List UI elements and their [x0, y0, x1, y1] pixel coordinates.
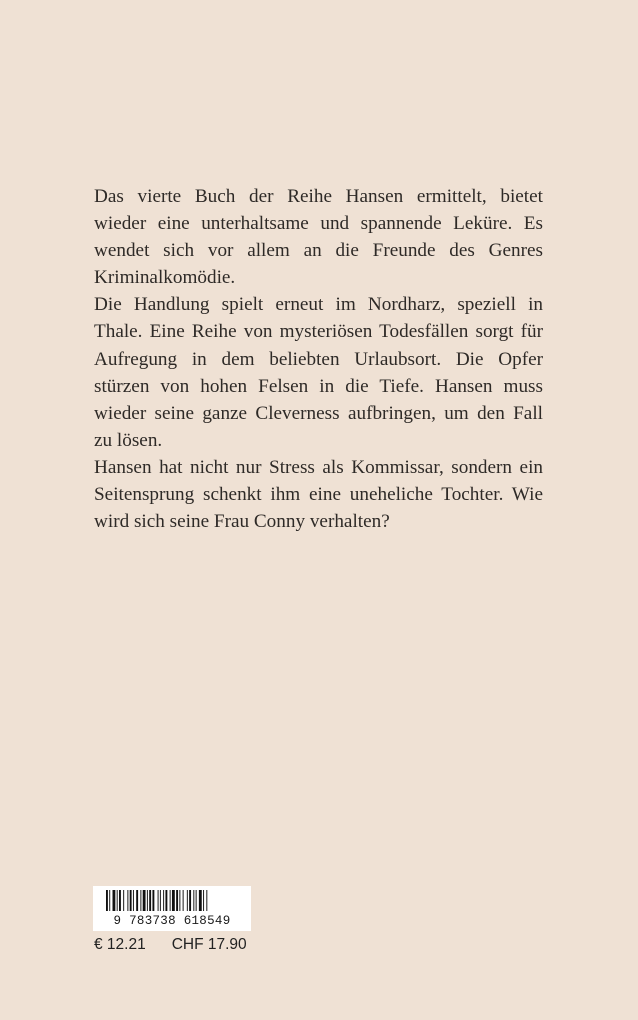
barcode-bars: [93, 886, 251, 913]
barcode-bar: [179, 890, 180, 911]
price-block: [94, 936, 247, 954]
isbn-number: 9 783738 618549: [113, 914, 231, 928]
barcode-bar: [203, 890, 204, 911]
barcode-bar: [149, 890, 151, 911]
barcode-bar: [152, 890, 154, 911]
barcode-bar: [183, 890, 184, 911]
barcode-bar: [140, 890, 141, 911]
barcode-bar: [172, 890, 175, 911]
barcode-bar: [130, 890, 132, 911]
barcode-bar: [106, 890, 108, 911]
blurb-line: Die Handlung spielt erneut im Nordharz, speziell in: [94, 294, 543, 316]
barcode-bar: [113, 890, 116, 911]
barcode-bar: [193, 890, 194, 911]
barcode-bar: [147, 890, 148, 911]
barcode-bar: [187, 890, 188, 911]
barcode-bar: [165, 890, 167, 911]
barcode-bar: [199, 890, 202, 911]
barcode-bar: [163, 890, 164, 911]
barcode-bar: [117, 890, 118, 911]
isbn-barcode: [93, 886, 251, 931]
barcode-bar: [127, 890, 128, 911]
blurb-line: stürzen von hohen Felsen in die Tiefe. Hansen muss: [94, 375, 543, 397]
barcode-bar: [119, 890, 121, 911]
blurb-line: Thale. Eine Reihe von mysteriösen Todesfällen sorgt für: [94, 321, 543, 343]
blurb-line: wieder eine unterhaltsame und spannende Leküre. Es: [94, 213, 543, 235]
blurb-line: Seitensprung schenkt ihm eine uneheliche Tochter. Wie: [94, 484, 543, 506]
barcode-bar: [160, 890, 161, 911]
price-chf: CHF 17.90: [171, 936, 247, 953]
blurb-line: Hansen hat nicht nur Stress als Kommissar, sondern ein: [94, 456, 543, 478]
blurb-line: zu lösen.: [94, 429, 163, 451]
price-eur: € 12.21: [94, 936, 146, 953]
blurb-line: Aufregung in dem beliebten Urlaubsort. Die Opfer: [94, 348, 543, 370]
barcode-bar: [189, 890, 191, 911]
blurb-line: wieder seine ganze Cleverness aufbringen, um den Fall: [94, 402, 543, 424]
blurb-line: Kriminalkomödie.: [94, 267, 236, 289]
blurb-line: wendet sich vor allem an die Freunde des Genres: [94, 240, 543, 262]
barcode-bar: [206, 890, 207, 911]
barcode-bar: [176, 890, 178, 911]
blurb-line: wird sich seine Frau Conny verhalten?: [94, 511, 390, 533]
barcode-bar: [109, 890, 110, 911]
barcode-bar: [158, 890, 159, 911]
barcode-bar: [133, 890, 134, 911]
barcode-bar: [123, 890, 124, 911]
back-cover-blurb: [94, 183, 543, 535]
barcode-bar: [143, 890, 146, 911]
barcode-bar: [196, 890, 197, 911]
barcode-bar: [170, 890, 171, 911]
barcode-bar: [136, 890, 138, 911]
blurb-line: Das vierte Buch der Reihe Hansen ermittelt, bietet: [94, 186, 543, 207]
